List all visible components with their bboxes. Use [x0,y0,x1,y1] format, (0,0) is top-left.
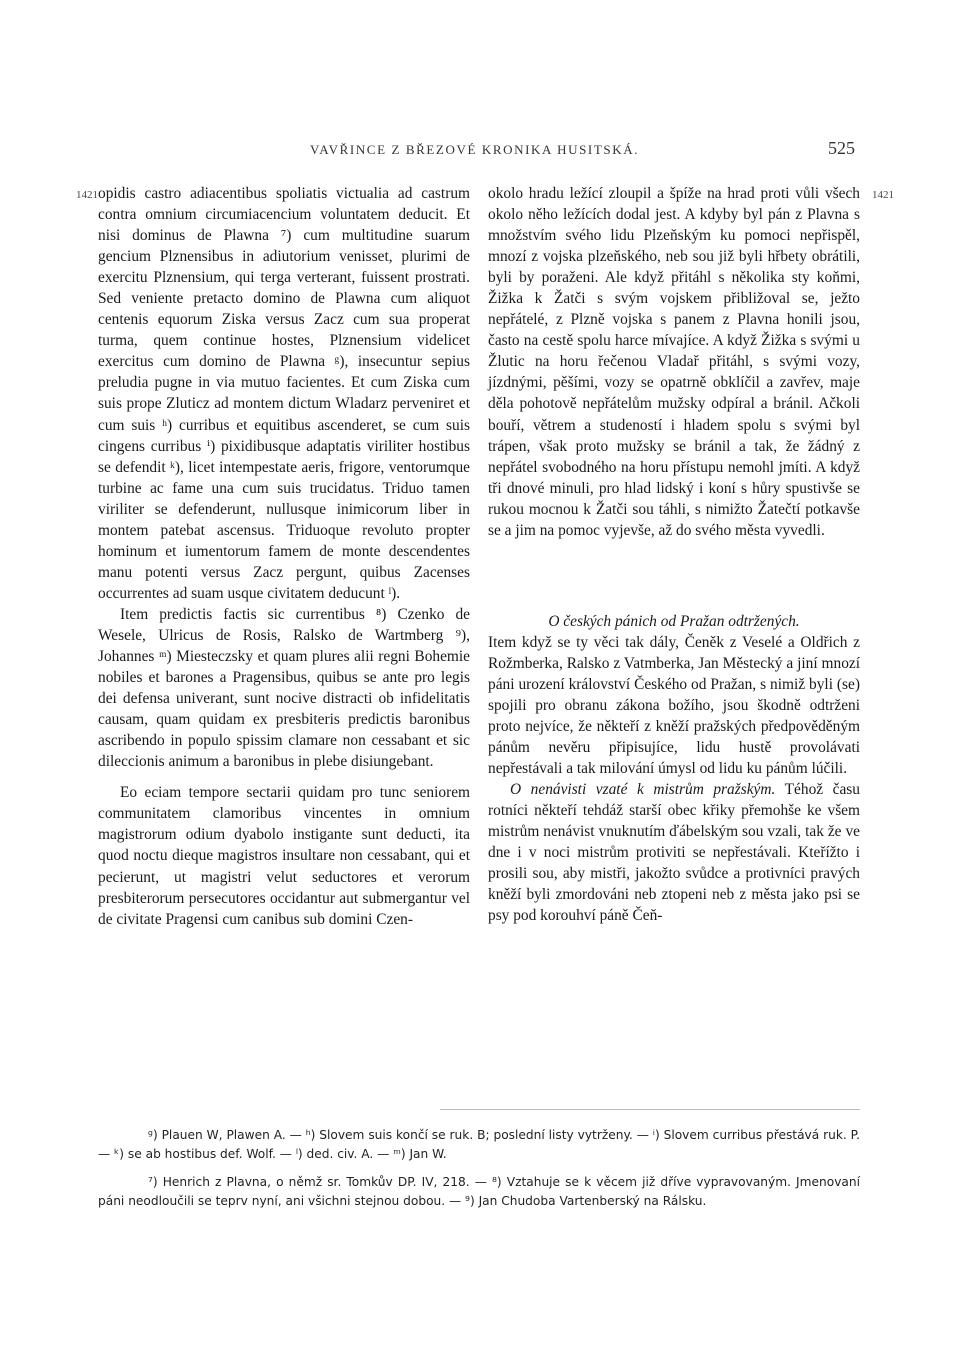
section-heading-2: O nenávisti vzaté k mistrům pražským. [510,781,776,799]
explanatory-footnotes [98,1173,860,1211]
margin-year-right: 1421 [872,189,894,201]
running-header [0,134,960,164]
latin-paragraph-2: Item predictis factis sic currentibus ⁸) Czenko de Wesele, Ulricus de Rosis, Ralsko de Wartmberg ⁹), Johannes ᵐ) Miesteczsky et quam plures alii regni Bohemie nobiles et barones a Pragensibus, quibus se ante pro legis dei defensa univerant, sunt nocive distracti ob infidelitatis causam, quam quidam ex presbiteris predictis baronibus ascribendo in populo spissim clamare non cessabant et sic dileccionis animum a baronibus in plebe disiungebant. [98,605,470,771]
footnote-rule [440,1109,860,1110]
latin-paragraph-1: opidis castro adiacentibus spoliatis victualia ad castrum contra omnium circumiacencium voluntatem deducit. Et nisi dominus de Plawna ⁷) cum multitudine suarum gencium Plznensibus in adiutorium venisset, plurimi de exercitu Plznensium, qui terga verterant, fuissent prostrati. Sed veniente pretacto domino de Plawna cum aliquot centenis equorum Ziska versus Zacz cum sua properat turma, quem continue hostes, Plznensium videlicet exercitus cum domino de Plawna ᵍ), insecuntur sepius preludia pugne in via mutuo facientes. Et cum Ziska cum suis prope Zluticz ad montem dictum Wladarz perveniret et cum suis ʰ) curribus et equitibus ascenderet, se cum suis cingens curribus ⁱ) pixidibusque adaptatis viriliter hostibus se defendit ᵏ), licet intempestate aeris, frigore, ventorumque turbine ac fame una cum suis trucidatus. Triduo tamen viriliter se defenderunt, nullusque inimicorum liber in montem patebat ascensus. Triduoque revoluto propter hominum et iumentorum famem de monte descendentes manu potenti versus Zacz pergunt, quibus Zacenses occurrentes ad suam usque civitatem deducunt ˡ). [98,185,470,602]
czech-column [488,183,860,927]
footnote-block-2: ⁷) Henrich z Plavna, o němž sr. Tomkův DP. IV, 218. — ⁸) Vztahuje se k věcem již dříve vypravovaným. Jmenovaní páni neodloučili se teprv nyní, ani všichni stejnou dobou. — ⁹) Jan Chudoba Vartenberský na Rálsku. [98,1175,860,1208]
section-heading-1: O českých pánich od Pražan odtržených. [548,612,800,630]
paragraph-gap [98,772,470,782]
section-gap [488,541,860,611]
page-number: 525 [828,138,855,158]
czech-paragraph-1: okolo hradu ležící zloupil a špíže na hrad proti vůli všech okolo něho ležících dodal jest. A kdyby byl pán z Plavna s množstvím svého lidu Plzeňským ku pomoci nepřispěl, mnozí z vojska plzeňského, neb sou již byli hřbety obrátili, byli by poraženi. Ale když přitáhl s několika sty koňmi, Žižka k Žatči s svým vojskem přibližoval se, ježto nepřátelé, z Plzně vojska s panem z Plavna honili jsou, často na cestě spolu harce mívajíce. A když Žižka s svými u Žlutic na horu řečenou Vladař přitáhl, s svými vozy, jízdnými, pěšími, vozy se opatrně obklíčil a zavřev, maje děla pohotově nepřátelům mužsky odpíral a bránil. Ačkoli bouří, větrem a studeností i hladem spolu s svými byl trápen, však proto mužsky se bránil a tak, že žádný z nepřátel svobodného na horu přístupu nemohl jmíti. A když tři dnové minuli, pro hlad lidský i koní s hůry spustivše se rukou mocnou k Žatči sou táhli, s nimižto Žatečtí potkavše se a jim na pomoc vyjevše, až do svého města vyvedli. [488,185,860,539]
czech-paragraph-3-text: Téhož času rotníci někteří tehdáž starší obec křiky přemohše ke všem mistrům nenávist vnuknutím ďábelským sou vzali, tak že ve dne i v noci mistrům protiviti se nepřestávali. Kteřížto i prosili sou, aby mistři, jakožto svůdce a protivníci pravých kněží byli zmordováni neb ztopeni neb z města jako psi se psy pod korouhví páně Čeň- [488,781,860,925]
textual-footnotes [98,1126,860,1164]
running-title: VAVŘINCE Z BŘEZOVÉ KRONIKA HUSITSKÁ. [310,142,640,157]
latin-column [98,183,470,930]
latin-paragraph-3: Eo eciam tempore sectarii quidam pro tunc seniorem communitatem clamoribus vincentes in omnium magistrorum odium dyabolo instigante sunt deducti, ita quod noctu dieque magistros insultare non cessabant, qui et pecierunt, ut magistri velut seductores et verorum presbiterorum persecutores occidantur aut submergantur vel de civitate Pragensi cum canibus sub domini Czen- [98,784,470,928]
footnote-block-1: ᵍ) Plauen W, Plawen A. — ʰ) Slovem suis končí se ruk. B; poslední listy vytrženy. — ⁱ) Slovem curribus přestává ruk. P. — ᵏ) se ab hostibus def. Wolf. — ˡ) ded. civ. A. — ᵐ) Jan W. [98,1128,860,1161]
czech-paragraph-2: Item když se ty věci tak dály, Čeněk z Veselé a Oldřich z Rožmberka, Ralsko z Vatmberka, Jan Městecký a jiní mnozí páni urození království Českého od Pražan, s nimiž byli (se) spojili pro obranu zákona božího, jsou škodně odtrženi proto nejvíce, že někteří z kněží pražských předpověděným pánům nevěru připisujíce, lidu hustě provolávati nepřestávali a tak milování úmysl od lidu ku pánům lúčili. [488,633,860,778]
margin-year-left: 1421 [76,189,98,201]
czech-paragraph-3 [488,779,860,926]
